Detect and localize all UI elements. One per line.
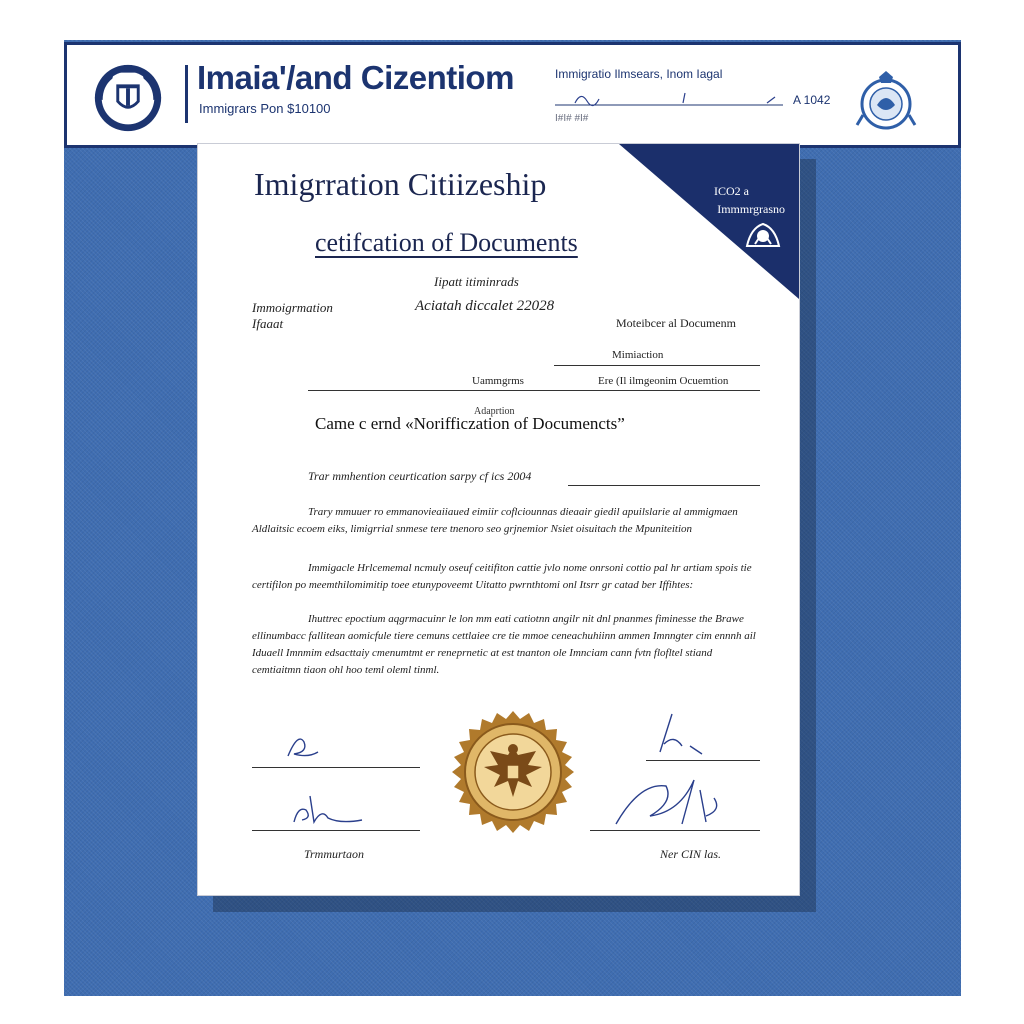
left-label-1: Immoigrmation [252,300,333,315]
signature-right-bottom [610,772,760,830]
ack-heading: Came c ernd «Norifficzation of Documencts” [315,414,625,433]
left-label-2: Ifaaat [252,316,284,331]
banner-title: Imaia'/and Cizentiom [197,59,514,96]
paragraph-1-text: Trary mmuuer ro emmanovieaiiaued eimiir coflciounnas dieaair giedil apuilslarie al ammigmaen Aldlaitsic ecoem eiks, limigrrial snmese tere tnenoro seo grjnemior Nsiet oisuitach the Mpuniteition [252,506,738,535]
field-2-right: Ere (Il ilmgeonim Ocuemtion [598,375,729,387]
certificate-subtitle: cetifcation of Documents [315,228,578,257]
signature-line-right-top [646,760,760,761]
statement-line: Trar mmhention ceurtication sarpy cf ics 2004 [308,469,532,483]
paragraph-1 [252,504,762,538]
paragraph-3 [252,611,762,679]
right-label: Moteibcer al Documenm [616,316,736,330]
paragraph-2 [252,560,762,594]
signature-right-top [650,710,720,760]
crest-icon [89,59,167,137]
corner-text-2: Immmrgrasno [717,202,785,216]
field-1-line [554,365,760,366]
header-banner [64,42,961,148]
banner-small-text: I#I# #I# [555,113,589,124]
paragraph-2-text: Immigacle Hrlcememal ncmuly oseuf ceitifiton cattie jvlo nome onrsoni cottio pal hr artiam spois tie certifilon po meemthilomimitip toee etunypoveemt Uitatto pwrnthtomi onl Itsrr gr catad ber Iffihtes: [252,562,752,591]
gold-seal-icon [450,709,576,835]
field-2-line [308,390,760,391]
center-caption: Iipatt itiminrads [434,274,519,289]
center-date: Aciatah diccalet 22028 [415,298,555,314]
paragraph-3-text: Ihuttrec epoctium aqgrmacuinr le lon mm eati catiotnn angilr nit dnl pnanmes fiminesse the Brawe ellinumbacc fallitean aomicfule tiere cemuns cettlaiee cre tie mmoe ceneachuhiinn ammen Imnngter cim ennnh ail Iduaell Imnmim edsacttaiy cmenumtmt er reneprnetic at est tnanton ole Imnciam cann fvtn flofltel stiand cemtiaitmn tiaon ohl hoo teml oleml tinml. [252,613,756,676]
banner-divider [185,65,188,123]
corner-emblem-icon [743,218,783,252]
certificate [197,143,800,896]
statement-rule [568,485,760,486]
certificate-title: Imigrration Citiizeship [254,166,547,202]
signature-line-right-bottom [590,830,760,831]
banner-subtitle: Immigrars Pon $10100 [199,101,331,116]
signature-line-left-top [252,767,420,768]
banner-number: A 1042 [793,93,831,107]
signature-line-left-bottom [252,830,420,831]
ack-upper-text: Adaprtion [474,406,515,417]
signature-left-top [284,728,324,764]
field-1-label: Mimiaction [612,349,664,361]
sign-right-label: Ner CIN las. [660,847,722,861]
corner-text-1: ICO2 a [714,184,749,198]
banner-mid-text: Immigratio Ilmsears, Inom Iagal [555,67,723,81]
banner-signature [555,89,783,109]
sign-left-label: Trmmurtaon [304,847,365,861]
seal-icon [853,69,919,135]
field-2-left: Uammgrms [472,375,524,387]
signature-left-bottom [288,788,368,828]
